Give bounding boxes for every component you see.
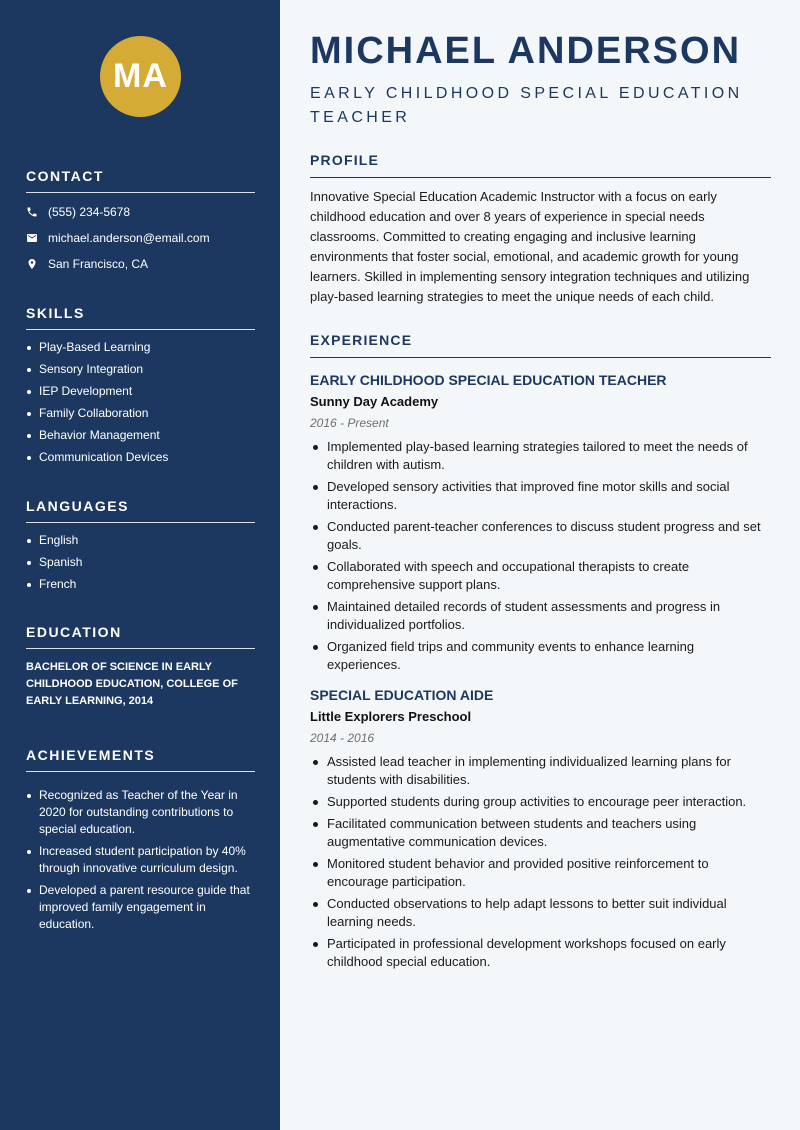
languages-section (26, 498, 255, 598)
phone-icon (26, 206, 48, 218)
achievements-list (26, 787, 255, 933)
profile-heading: PROFILE (310, 152, 771, 178)
job-bullet: Organized field trips and community events to enhance learning experiences. (310, 638, 771, 674)
contact-email (26, 225, 255, 251)
job-bullets (310, 438, 771, 674)
achievement-item: Developed a parent resource guide that improved family engagement in education. (26, 882, 255, 933)
avatar-initials: MA (100, 36, 181, 117)
job-entry (310, 370, 771, 674)
job-bullet: Maintained detailed records of student assessments and progress in individualized portfolios. (310, 598, 771, 634)
skill-item: IEP Development (26, 383, 255, 400)
location-text: San Francisco, CA (48, 257, 149, 271)
candidate-role: EARLY CHILDHOOD SPECIAL EDUCATION TEACHER (310, 85, 743, 126)
job-dates: 2016 - Present (310, 416, 389, 430)
education-degree: BACHELOR OF SCIENCE IN EARLY CHILDHOOD EDUCATION, COLLEGE OF EARLY LEARNING, 2014 (26, 661, 238, 707)
skill-item: Family Collaboration (26, 405, 255, 422)
language-item: English (26, 532, 255, 549)
phone-text: (555) 234-5678 (48, 205, 131, 219)
language-item: Spanish (26, 554, 255, 571)
achievement-item: Increased student participation by 40% through innovative curriculum design. (26, 843, 255, 877)
skills-section (26, 305, 255, 471)
profile-text: Innovative Special Education Academic Instructor with a focus on early childhood education and over 8 years of experience in special needs classrooms. Committed to creating engaging and inclusive learning environments that foster social, emotional, and academic growth for young learners. Skilled in implementing sensory integration techniques and utilizing play-based learning strategies to meet the unique needs of each child. (310, 189, 750, 304)
skill-item: Sensory Integration (26, 361, 255, 378)
skills-heading: SKILLS (26, 305, 255, 330)
location-pin-icon (26, 258, 48, 270)
contact-location (26, 251, 255, 277)
job-title: SPECIAL EDUCATION AIDE (310, 687, 494, 703)
sidebar (0, 0, 280, 1130)
education-heading: EDUCATION (26, 624, 255, 649)
job-company: Sunny Day Academy (310, 394, 439, 409)
experience-heading: EXPERIENCE (310, 332, 771, 358)
skill-item: Play-Based Learning (26, 339, 255, 356)
languages-heading: LANGUAGES (26, 498, 255, 523)
job-company: Little Explorers Preschool (310, 709, 472, 724)
skills-list (26, 339, 255, 466)
job-bullet: Collaborated with speech and occupational therapists to create comprehensive support plans. (310, 558, 771, 594)
contact-section (26, 168, 255, 277)
profile-section (310, 152, 771, 307)
job-bullet: Participated in professional development workshops focused on early childhood special education. (310, 935, 771, 971)
job-dates: 2014 - 2016 (310, 731, 375, 745)
contact-phone (26, 199, 255, 225)
achievements-section (26, 747, 255, 938)
job-bullet: Conducted observations to help adapt lessons to better suit individual learning needs. (310, 895, 771, 931)
achievements-heading: ACHIEVEMENTS (26, 747, 255, 772)
contact-heading: CONTACT (26, 168, 255, 193)
candidate-name: MICHAEL ANDERSON (310, 30, 742, 72)
job-bullets (310, 753, 771, 971)
language-item: French (26, 576, 255, 593)
languages-list (26, 532, 255, 593)
email-icon (26, 232, 48, 244)
skill-item: Communication Devices (26, 449, 255, 466)
job-entry (310, 685, 771, 971)
job-bullet: Developed sensory activities that improved fine motor skills and social interactions. (310, 478, 771, 514)
experience-section (310, 332, 771, 975)
job-bullet: Conducted parent-teacher conferences to discuss student progress and set goals. (310, 518, 771, 554)
job-bullet: Assisted lead teacher in implementing individualized learning plans for students with disabilities. (310, 753, 771, 789)
skill-item: Behavior Management (26, 427, 255, 444)
achievement-item: Recognized as Teacher of the Year in 2020 for outstanding contributions to special education. (26, 787, 255, 838)
job-title: EARLY CHILDHOOD SPECIAL EDUCATION TEACHER (310, 372, 667, 388)
education-section (26, 624, 255, 710)
job-bullet: Facilitated communication between students and teachers using augmentative communication devices. (310, 815, 771, 851)
job-bullet: Implemented play-based learning strategies tailored to meet the needs of children with autism. (310, 438, 771, 474)
job-bullet: Monitored student behavior and provided positive reinforcement to encourage participation. (310, 855, 771, 891)
job-bullet: Supported students during group activities to encourage peer interaction. (310, 793, 771, 811)
email-text: michael.anderson@email.com (48, 231, 210, 245)
